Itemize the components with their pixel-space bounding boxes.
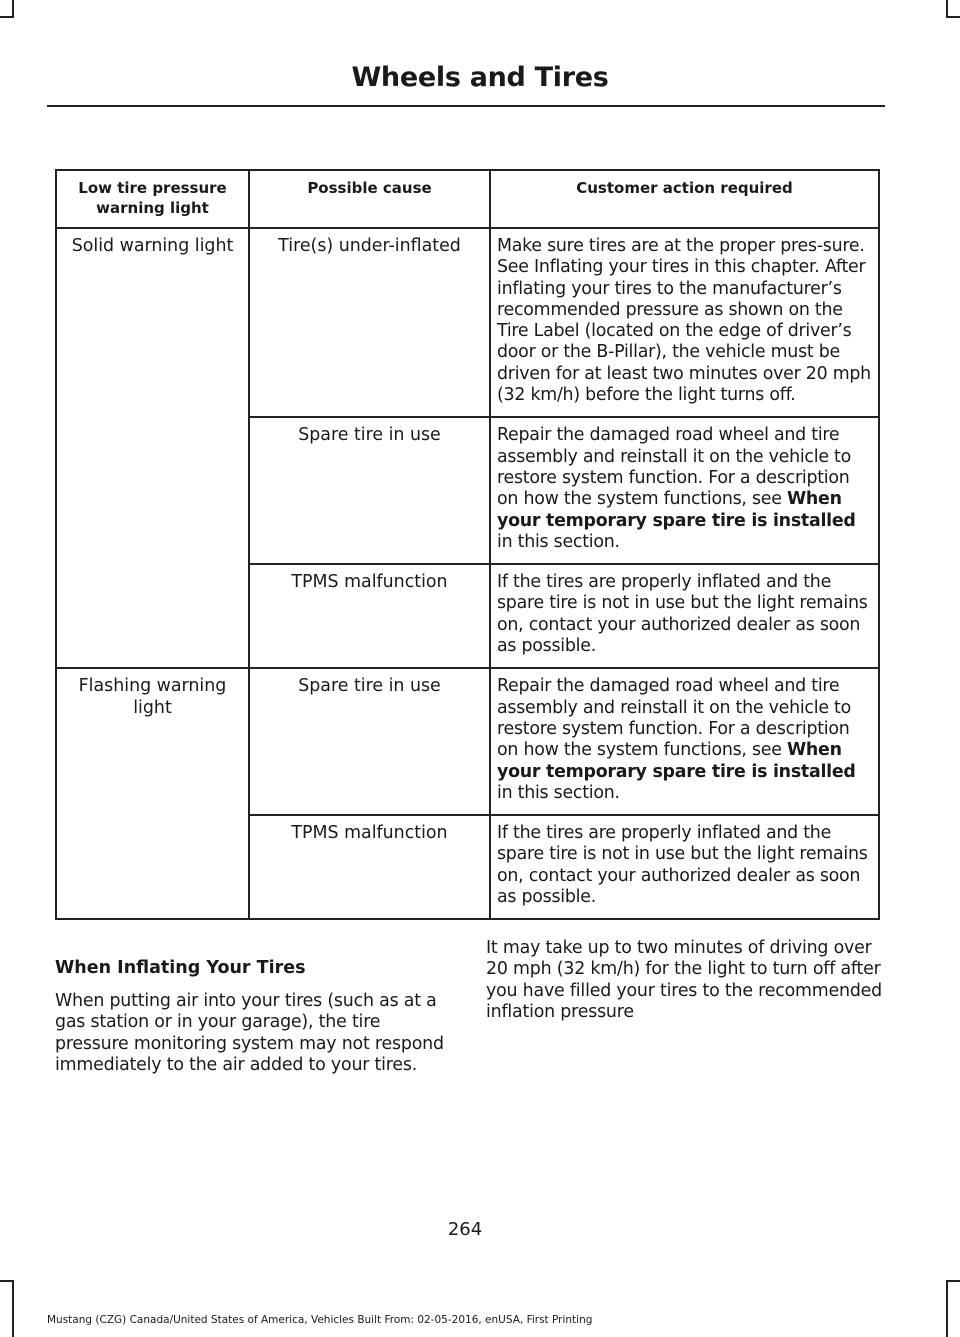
table-header-row — [56, 170, 879, 228]
action-text-suffix: in this section. — [497, 782, 620, 803]
action-cell: Make sure tires are at the proper pres-sure. See Inflating your tires in this chapter. After inflating your tires to the manufacturer’s recommended pressure as shown on the Tire Label (located on the edge of driver’s door or the B-Pillar), the vehicle must be driven for at least two minutes over 20 mph (32 km/h) before the light turns off. — [490, 228, 879, 417]
page-number: 264 — [447, 1219, 483, 1240]
tpms-warning-table — [55, 169, 880, 920]
crop-mark-bottom-left — [12, 1280, 14, 1337]
cause-cell: Tire(s) under-inflated — [249, 228, 490, 417]
section-heading: When Inflating Your Tires — [55, 958, 306, 978]
action-text: Repair the damaged road wheel and tire assembly and reinstall it on the vehicle to restore system function. For a description on how the system functions, see — [497, 425, 852, 510]
section-paragraph-left: When putting air into your tires (such as at a gas station or in your garage), the tire pressure monitoring system may not respond immediately to the air added to your tires. — [55, 991, 444, 1075]
crop-mark-top-left-h — [0, 16, 14, 18]
section-paragraph-right: It may take up to two minutes of driving over 20 mph (32 km/h) for the light to turn off after you have filled your tires to the recommended inflation pressure — [486, 938, 883, 1022]
section-reference: When your temporary spare tire is installed — [497, 740, 856, 782]
title-divider — [47, 105, 885, 107]
left-column — [55, 957, 455, 1076]
action-cell — [490, 668, 879, 815]
cause-cell: TPMS malfunction — [249, 564, 490, 668]
cause-cell: Spare tire in use — [249, 417, 490, 564]
crop-mark-top-right-h — [946, 16, 960, 18]
column-header-cause: Possible cause — [249, 170, 490, 228]
light-cell-flashing: Flashing warning light — [56, 668, 249, 919]
crop-mark-bottom-right-h — [946, 1280, 960, 1282]
action-cell: If the tires are properly inflated and the spare tire is not in use but the light remains on, contact your authorized dealer as soon as possible. — [490, 815, 879, 919]
cause-cell: Spare tire in use — [249, 668, 490, 815]
crop-mark-bottom-right — [946, 1280, 948, 1337]
action-cell: If the tires are properly inflated and the spare tire is not in use but the light remains on, contact your authorized dealer as soon as possible. — [490, 564, 879, 668]
action-text-suffix: in this section. — [497, 531, 620, 552]
action-text: Repair the damaged road wheel and tire assembly and reinstall it on the vehicle to restore system function. For a description on how the system functions, see — [497, 676, 852, 761]
section-reference: When your temporary spare tire is installed — [497, 489, 856, 531]
crop-mark-bottom-left-h — [0, 1280, 14, 1282]
page-title: Wheels and Tires — [351, 62, 609, 93]
cause-cell: TPMS malfunction — [249, 815, 490, 919]
column-header-action: Customer action required — [490, 170, 879, 228]
footer-text: Mustang (CZG) Canada/United States of America, Vehicles Built From: 02-05-2016, enUSA, First Printing — [47, 1314, 593, 1326]
table-row — [56, 228, 879, 417]
table-row — [56, 668, 879, 815]
column-header-light: Low tire pressure warning light — [56, 170, 249, 228]
action-cell — [490, 417, 879, 564]
light-cell-solid: Solid warning light — [56, 228, 249, 668]
right-column — [486, 938, 886, 1023]
